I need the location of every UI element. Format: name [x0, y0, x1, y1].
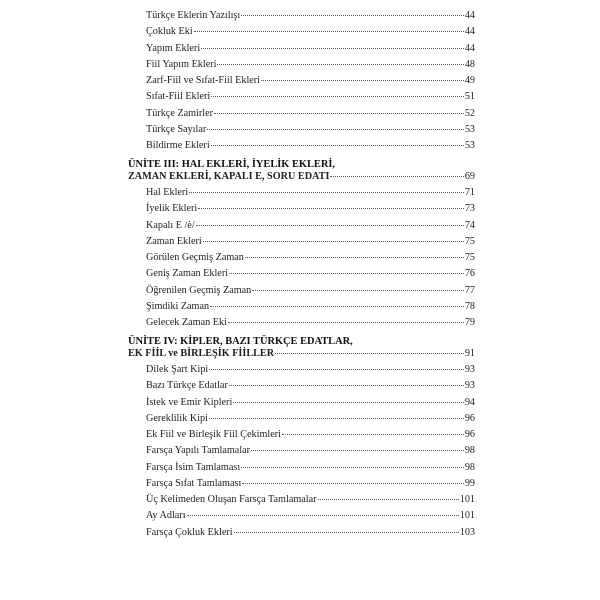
toc-entry [128, 527, 475, 539]
toc-entry-page: 78 [464, 300, 475, 312]
toc-entry [128, 285, 475, 297]
toc-entry [128, 203, 475, 215]
toc-entry-title: Geniş Zaman Ekleri [146, 268, 229, 280]
toc-entry-title: Kapalı E /ė/ [146, 219, 195, 231]
toc-entry-title: İyelik Ekleri [146, 203, 198, 215]
unit-page: 69 [464, 171, 475, 182]
dot-leader [210, 306, 464, 307]
dot-leader [228, 322, 464, 323]
toc-entry-title: Sıfat-Fiil Ekleri [146, 91, 211, 103]
toc-entry-title: Farsça Sıfat Tamlaması [146, 477, 242, 489]
toc-entry-page: 96 [464, 429, 475, 440]
dot-leader [275, 353, 464, 354]
toc-entry-page: 52 [464, 107, 475, 119]
toc-entry-title: Türkçe Eklerin Yazılışı [146, 10, 241, 21]
toc-entry-page: 93 [464, 380, 475, 392]
toc-entry-title: Dilek Şart Kipi [146, 364, 209, 375]
toc-entry-page: 98 [464, 445, 475, 457]
toc-entry-title: Yapım Ekleri [146, 42, 201, 54]
dot-leader [330, 176, 463, 177]
dot-leader [245, 257, 464, 258]
dot-leader [214, 113, 464, 114]
toc-entry-page: 103 [459, 526, 475, 538]
dot-leader [194, 31, 464, 32]
toc-entry-page: 94 [464, 396, 475, 408]
toc-entry-title: Ay Adları [146, 510, 186, 522]
dot-leader [203, 241, 464, 242]
dot-leader [242, 483, 464, 484]
toc-entry-title: Farsça Yapılı Tamlamalar [146, 445, 251, 457]
toc-entry [128, 494, 475, 506]
toc-entry-page: 44 [464, 42, 475, 54]
toc-entry [128, 397, 475, 409]
toc-entry-title: Bazı Türkçe Edatlar [146, 380, 228, 392]
dot-leader [318, 499, 459, 500]
dot-leader [241, 15, 464, 16]
toc-entry-page: 79 [464, 317, 475, 328]
toc-entry [128, 26, 475, 38]
unit-title-line: ZAMAN EKLERİ, KAPALI E, SORU EDATI [128, 171, 330, 182]
toc-entry [128, 187, 475, 199]
dot-leader [229, 273, 464, 274]
toc-entry [128, 429, 475, 441]
toc-entry [128, 10, 475, 22]
toc-entry [128, 140, 475, 152]
toc-entry [128, 252, 475, 264]
toc-entry [128, 364, 475, 376]
toc-entry-title: Şimdiki Zaman [146, 300, 210, 312]
toc-entry-title: Farsça İsim Tamlaması [146, 461, 241, 473]
toc-entry [128, 510, 475, 522]
toc-entry-title: Türkçe Zamirler [146, 107, 214, 119]
dot-leader [198, 208, 464, 209]
toc-entry-page: 44 [464, 26, 475, 38]
toc-entry-page: 74 [464, 219, 475, 231]
toc-entry-title: İstek ve Emir Kipleri [146, 396, 233, 408]
table-of-contents [128, 10, 475, 543]
toc-entry [128, 220, 475, 232]
toc-entry [128, 124, 475, 136]
toc-entry-title: Bildirme Ekleri [146, 140, 210, 151]
toc-entry [128, 317, 475, 329]
toc-entry [128, 43, 475, 55]
dot-leader [282, 434, 464, 435]
toc-entry-page: 75 [464, 252, 475, 263]
toc-entry [128, 301, 475, 313]
unit-title-line: ÜNİTE IV: KİPLER, BAZI TÜRKÇE EDATLAR, [128, 336, 353, 347]
toc-entry-page: 77 [464, 284, 475, 296]
unit-title-line: ÜNİTE III: HAL EKLERİ, İYELİK EKLERİ, [128, 159, 336, 170]
toc-entry [128, 91, 475, 103]
toc-entry-title: Hal Ekleri [146, 187, 189, 198]
dot-leader [252, 290, 464, 291]
dot-leader [229, 385, 464, 386]
toc-entry-page: 53 [464, 140, 475, 151]
toc-entry-title: Türkçe Sayılar [146, 123, 207, 135]
dot-leader [201, 48, 464, 49]
dot-leader [196, 225, 464, 226]
dot-leader [251, 450, 464, 451]
toc-entry-page: 98 [464, 461, 475, 473]
dot-leader [234, 532, 459, 533]
dot-leader [233, 402, 464, 403]
toc-entry-page: 96 [464, 412, 475, 424]
toc-entry [128, 462, 475, 474]
toc-entry-page: 75 [464, 235, 475, 247]
toc-entry-title: Görülen Geçmiş Zaman [146, 252, 244, 263]
unit-title-line: EK FİİL ve BİRLEŞİK FİİLLER [128, 348, 275, 359]
toc-entry [128, 380, 475, 392]
unit-heading [128, 335, 475, 360]
toc-entry-title: Fiil Yapım Ekleri [146, 58, 217, 70]
toc-entry-title: Zaman Ekleri [146, 235, 202, 247]
toc-entry-page: 71 [464, 187, 475, 198]
toc-entry-page: 53 [464, 123, 475, 135]
toc-entry-page: 51 [464, 91, 475, 103]
toc-entry [128, 236, 475, 248]
toc-entry-page: 101 [459, 494, 475, 505]
toc-entry-page: 48 [464, 58, 475, 70]
toc-entry-page: 76 [464, 268, 475, 280]
dot-leader [189, 192, 464, 193]
toc-entry-page: 101 [459, 510, 475, 522]
unit-title-row [128, 171, 475, 183]
toc-entry [128, 445, 475, 457]
toc-entry-title: Gereklilik Kipi [146, 412, 208, 424]
dot-leader [211, 96, 464, 97]
toc-entry [128, 268, 475, 280]
unit-title-row [128, 348, 475, 360]
toc-entry-title: Farsça Çokluk Ekleri [146, 526, 233, 538]
dot-leader [187, 515, 459, 516]
dot-leader [217, 64, 463, 65]
dot-leader [211, 145, 464, 146]
toc-entry-title: Ek Fiil ve Birleşik Fiil Çekimleri [146, 429, 281, 440]
toc-entry [128, 413, 475, 425]
toc-entry-page: 44 [464, 10, 475, 21]
toc-entry [128, 75, 475, 87]
dot-leader [261, 80, 464, 81]
toc-entry-title: Çokluk Eki [146, 26, 193, 38]
toc-entry-page: 99 [464, 477, 475, 489]
toc-entry-title: Zarf-Fiil ve Sıfat-Fiil Ekleri [146, 75, 261, 86]
toc-entry-title: Gelecek Zaman Eki [146, 317, 227, 328]
dot-leader [241, 467, 464, 468]
unit-page: 91 [464, 348, 475, 359]
toc-entry [128, 478, 475, 490]
toc-entry-page: 49 [464, 75, 475, 86]
toc-entry [128, 59, 475, 71]
toc-entry-title: Üç Kelimeden Oluşan Farsça Tamlamalar [146, 494, 317, 505]
toc-entry [128, 108, 475, 120]
dot-leader [209, 369, 464, 370]
toc-entry-page: 93 [464, 364, 475, 375]
dot-leader [207, 129, 464, 130]
toc-entry-page: 73 [464, 203, 475, 215]
dot-leader [209, 418, 464, 419]
toc-entry-title: Öğrenilen Geçmiş Zaman [146, 284, 252, 296]
unit-heading [128, 158, 475, 183]
